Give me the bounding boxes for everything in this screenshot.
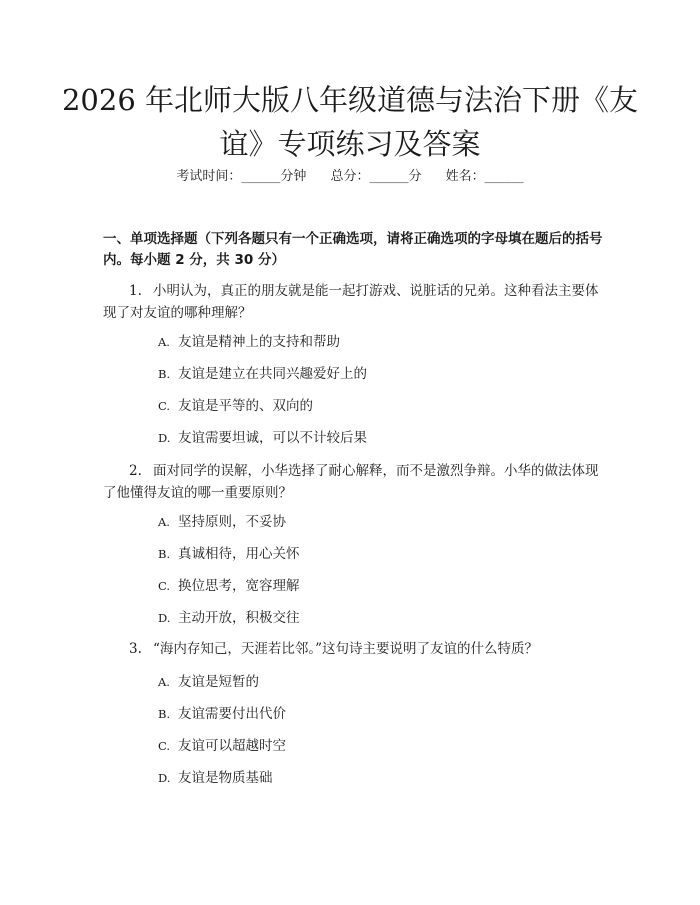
question-1-option-c (158, 396, 313, 416)
question-number: 3. (129, 641, 142, 657)
option-letter: B. (158, 367, 171, 381)
question-text: 面对同学的误解，小华选择了耐心解释，而不是激烈争辩。小华的做法体现了他懂得友谊的哪一重要原则？ (103, 463, 599, 501)
option-text: 换位思考，宽容理解 (178, 578, 300, 594)
question-2-option-b (158, 544, 300, 564)
option-text: 友谊需要坦诚，可以不计较后果 (178, 430, 367, 446)
question-1-option-a (158, 332, 340, 352)
option-text: 友谊是物质基础 (178, 770, 273, 786)
question-2-option-c (158, 576, 300, 596)
student-name-field: 姓名：______ (445, 169, 524, 184)
option-text: 友谊是平等的、双向的 (178, 398, 313, 414)
document-title: 2026 年北师大版八年级道德与法治下册《友谊》专项练习及答案 (61, 83, 639, 161)
option-letter: C. (158, 579, 171, 593)
question-2-option-d (158, 608, 300, 628)
question-2 (103, 460, 600, 504)
question-text: “海内存知己，天涯若比邻。”这句诗主要说明了友谊的什么特质？ (153, 641, 539, 657)
option-letter: C. (158, 739, 171, 753)
option-letter: D. (158, 611, 171, 625)
total-score-field: 总分：______分 (330, 169, 422, 184)
option-letter: A. (158, 335, 170, 349)
exam-info-line (0, 167, 700, 187)
question-text: 小明认为，真正的朋友就是能一起打游戏、说脏话的兄弟。这种看法主要体现了对友谊的哪种理解？ (103, 283, 599, 321)
option-letter: D. (158, 771, 171, 785)
option-text: 友谊是精神上的支持和帮助 (178, 334, 340, 350)
question-3-option-d (158, 768, 273, 788)
question-2-option-a (158, 512, 286, 532)
question-1 (103, 280, 600, 324)
section-heading: 一、单项选择题（下列各题只有一个正确选项，请将正确选项的字母填在题后的括号内。每小题 2 分，共 30 分） (103, 231, 603, 268)
question-number: 2. (129, 463, 142, 479)
exam-time-field: 考试时间：______分钟 (176, 169, 307, 184)
option-letter: B. (158, 707, 171, 721)
question-3 (103, 638, 600, 660)
option-text: 友谊需要付出代价 (178, 706, 286, 722)
question-3-option-a (158, 672, 259, 692)
option-text: 友谊是建立在共同兴趣爱好上的 (178, 366, 367, 382)
option-text: 主动开放，积极交往 (178, 610, 300, 626)
question-3-option-c (158, 736, 286, 756)
question-1-option-d (158, 428, 367, 448)
question-1-option-b (158, 364, 367, 384)
option-letter: A. (158, 675, 170, 689)
option-text: 坚持原则，不妥协 (178, 514, 286, 530)
question-number: 1. (129, 283, 142, 299)
option-text: 真诚相待，用心关怀 (178, 546, 300, 562)
option-text: 友谊是短暂的 (178, 674, 259, 690)
option-letter: B. (158, 547, 171, 561)
question-3-option-b (158, 704, 286, 724)
option-letter: D. (158, 431, 171, 445)
option-letter: A. (158, 515, 170, 529)
option-text: 友谊可以超越时空 (178, 738, 286, 754)
option-letter: C. (158, 399, 171, 413)
